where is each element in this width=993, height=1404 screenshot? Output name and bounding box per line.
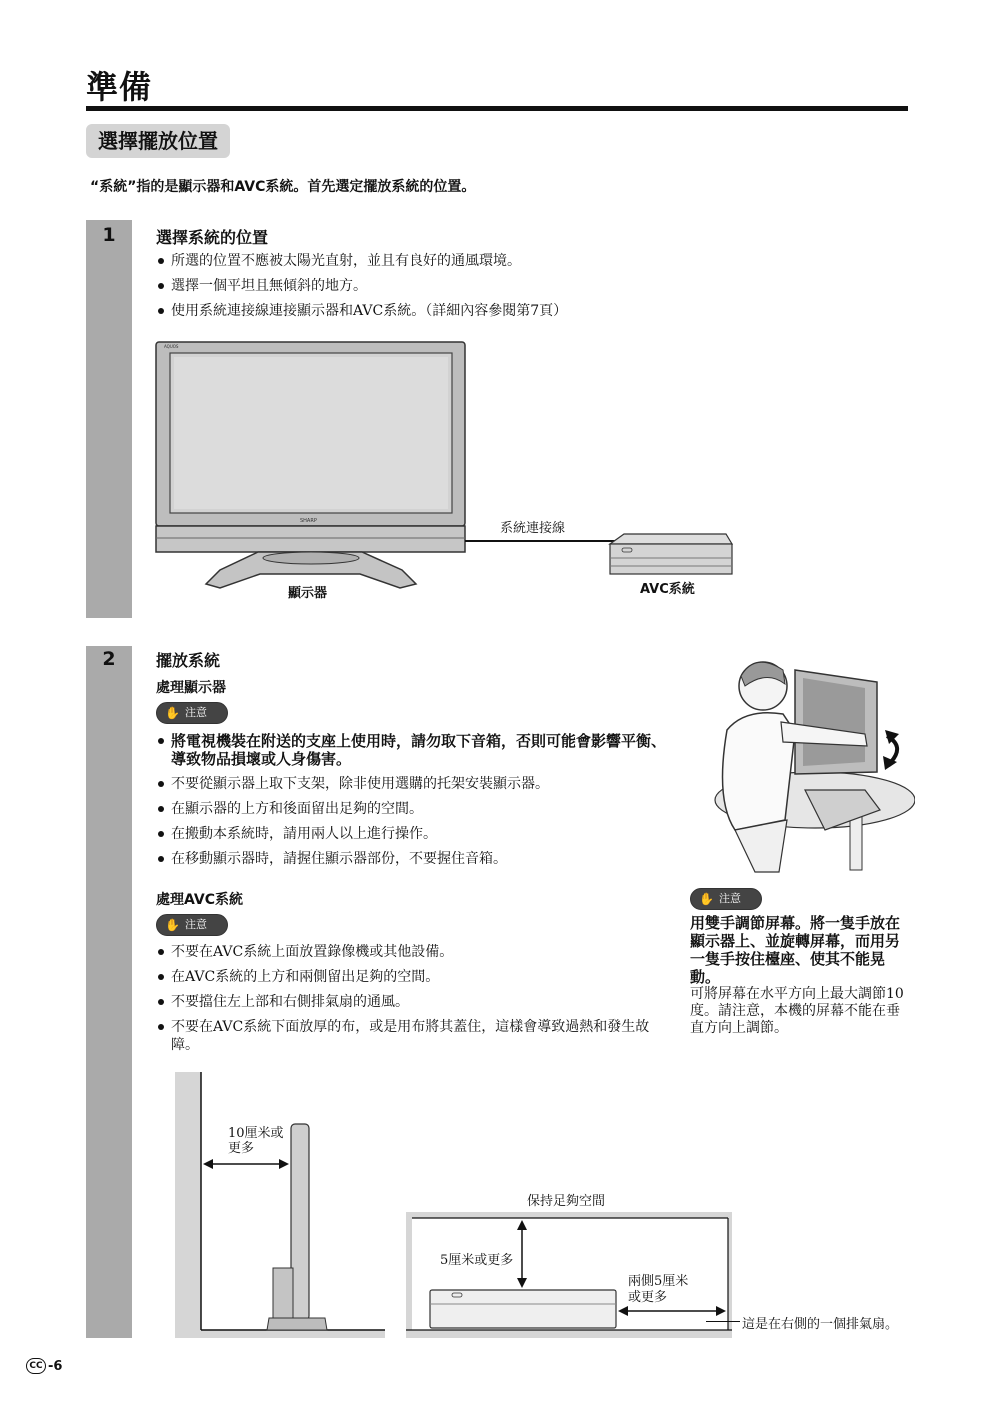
language-badge: CC [26, 1358, 46, 1374]
cable-label: 系統連接線 [500, 521, 566, 536]
list-item: 不要在AVC系統下面放厚的布，或是用布將其蓋住，這樣會導致過熱和發生故障。 [156, 1018, 676, 1054]
list-item: 不要擋住左上部和右側排氣扇的通風。 [156, 993, 676, 1011]
step2-title: 擺放系統 [156, 651, 221, 670]
display-clearance-figure [175, 1072, 385, 1338]
list-item: 在搬動本系統時，請用兩人以上進行操作。 [156, 825, 676, 843]
list-item: 在移動顯示器時，請握住顯示器部份，不要握住音箱。 [156, 850, 676, 868]
right-caution-bold: 用雙手調節屏幕。將一隻手放在顯示器上、並旋轉屏幕，而用另一隻手按住檯座、使其不能晃動。 [690, 914, 901, 986]
display-label: 顯示器 [288, 586, 328, 601]
step2-bar [86, 646, 132, 1338]
caution-badge [156, 914, 228, 936]
caution-label: 注意 [718, 892, 741, 905]
caution-badge [156, 702, 228, 724]
step1-bar [86, 220, 132, 618]
intro-text: “系統”指的是顯示器和AVC系統。首先選定擺放系統的位置。 [90, 179, 476, 195]
avc-label: AVC系統 [640, 582, 695, 597]
right-caution-text [690, 914, 912, 1037]
list-item: 在顯示器的上方和後面留出足夠的空間。 [156, 800, 676, 818]
keep-space-label: 保持足夠空間 [527, 1194, 606, 1209]
model-logo: AQUOS [164, 344, 179, 349]
display-bullets [156, 732, 676, 775]
brand-logo: SHARP [300, 518, 317, 524]
list-item: 使用系統連接線連接顯示器和AVC系統。（詳細內容參閱第7頁） [156, 302, 716, 320]
hand-icon: ✋ [165, 706, 180, 720]
avc-subtitle: 處理AVC系統 [156, 892, 243, 908]
step2-number: 2 [102, 648, 116, 670]
caution-label: 注意 [184, 918, 207, 931]
list-item: 選擇一個平坦且無傾斜的地方。 [156, 277, 716, 295]
right-caution-normal: 可將屏幕在水平方向上最大調節10度。請注意，本機的屏幕不能在垂直方向上調節。 [690, 986, 904, 1036]
display-gap-label: 10厘米或更多 [228, 1126, 284, 1156]
right-caution-badge [690, 888, 762, 910]
display-subtitle: 處理顯示器 [156, 680, 226, 696]
list-item: 將電視機裝在附送的支座上使用時，請勿取下音箱，否則可能會影響平衡、導致物品損壞或人身傷害。 [156, 732, 676, 768]
step1-bullets [156, 252, 716, 327]
top-gap-label: 5厘米或更多 [440, 1253, 514, 1268]
caution-label: 注意 [184, 706, 207, 719]
fan-leader-line [706, 1321, 740, 1322]
system-figure [150, 338, 750, 608]
avc-bullets [156, 943, 676, 1061]
side-gap-label: 兩側5厘米或更多 [628, 1274, 689, 1305]
list-item: 不要在AVC系統上面放置錄像機或其他設備。 [156, 943, 676, 961]
list-item: 不要從顯示器上取下支架，除非使用選購的托架安裝顯示器。 [156, 775, 676, 793]
list-item: 在AVC系統的上方和兩側留出足夠的空間。 [156, 968, 676, 986]
step1-title: 選擇系統的位置 [156, 228, 269, 247]
display-bullets-normal [156, 775, 676, 875]
list-item: 所選的位置不應被太陽光直射，並且有良好的通風環境。 [156, 252, 716, 270]
title-rule [86, 106, 908, 111]
page-footer [26, 1358, 62, 1374]
fan-note: 這是在右側的一個排氣扇。 [742, 1317, 899, 1332]
person-adjusting-figure [705, 650, 915, 875]
hand-icon: ✋ [165, 918, 180, 932]
hand-icon: ✋ [699, 892, 714, 906]
section-heading: 選擇擺放位置 [86, 124, 230, 158]
page-title: 準備 [86, 68, 153, 106]
page-number: -6 [48, 1358, 63, 1374]
step1-number: 1 [102, 224, 116, 246]
